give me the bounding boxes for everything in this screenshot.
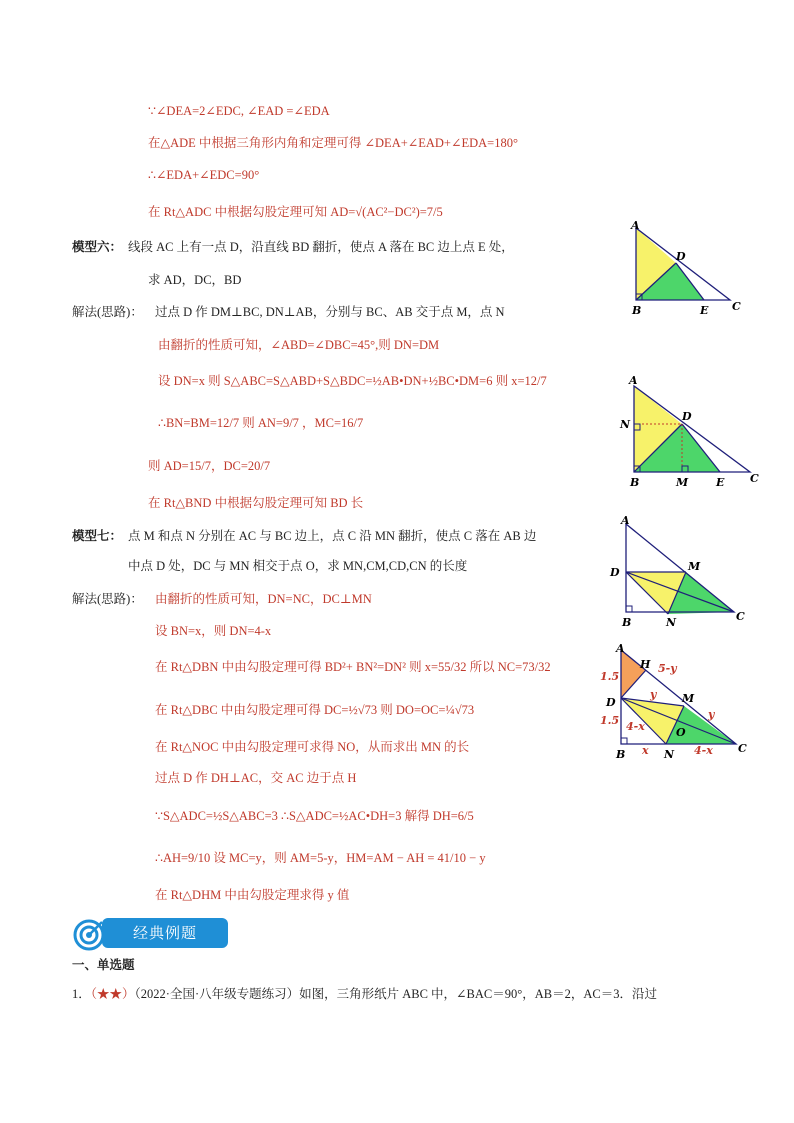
model7-step-3: 在 Rt△DBN 中由勾股定理可得 BD²+ BN²=DN² 则 x=55/32 所以 NC=73/32 xyxy=(155,660,551,674)
fig4-label-h: H xyxy=(640,658,651,671)
fig4-label-y-left: y xyxy=(650,688,657,701)
fig3-label-d: D xyxy=(610,566,620,579)
model7-step-4: 在 Rt△DBC 中由勾股定理可得 DC=½√73 则 DO=OC=¼√73 xyxy=(155,703,475,717)
fig4-label-4-x-left: 4-x xyxy=(626,720,645,733)
model6-problem-a: 线段 AC 上有一点 D，沿直线 BD 翻折，使点 A 落在 BC 边上点 E 处， xyxy=(128,240,514,254)
model7-title: 模型七： xyxy=(72,529,123,543)
fig4-label-4-x-right: 4-x xyxy=(694,744,713,757)
fig4-label-1-5-top: 1.5 xyxy=(600,670,620,683)
fig2-label-c: C xyxy=(750,472,759,485)
fig4-label-o: O xyxy=(676,726,686,739)
fig3-label-c: C xyxy=(736,610,745,623)
fig4-label-y-right: y xyxy=(708,708,715,721)
figure-model6-fold xyxy=(620,218,750,320)
figure-model6-perpendiculars xyxy=(612,372,762,490)
model7-step-6: 过点 D 作 DH⊥AC，交 AC 边于点 H xyxy=(155,771,357,785)
model6-step-2: 由翻折的性质可知，∠ABD=∠DBC=45°,则 DN=DM xyxy=(158,338,440,352)
fig2-label-a: A xyxy=(629,374,638,387)
fig2-label-e: E xyxy=(716,476,725,489)
fig4-label-a: A xyxy=(616,642,625,655)
model6-step-3: 设 DN=x 则 S△ABC=S△ABD+S△BDC=½AB•DN+½BC•DM=6 则 x=12/7 xyxy=(158,374,547,388)
fig3-label-a: A xyxy=(621,514,630,527)
model6-solution-title: 解法(思路)： xyxy=(72,305,143,319)
model7-step-1: 由翻折的性质可知，DN=NC，DC⊥MN xyxy=(155,592,372,606)
model6-step-4: ∴BN=BM=12/7 则 AN=9/7 ，MC=16/7 xyxy=(158,416,364,430)
fig3-label-n: N xyxy=(666,616,677,629)
question-number: 1． xyxy=(72,987,91,1001)
text-line-1: ∵∠DEA=2∠EDC, ∠EAD =∠EDA xyxy=(148,104,330,118)
model7-problem-b: 中点 D 处，DC 与 MN 相交于点 O，求 MN,CM,CD,CN 的长度 xyxy=(128,559,468,573)
model6-problem-b: 求 AD，DC，BD xyxy=(148,273,242,287)
fig3-label-m: M xyxy=(688,560,701,573)
fig1-label-d: D xyxy=(676,250,686,263)
fig4-label-d: D xyxy=(606,696,616,709)
fig4-label-5-y: 5-y xyxy=(658,662,677,675)
fig4-label-n: N xyxy=(664,748,675,761)
text-line-2: 在△ADE 中根据三角形内角和定理可得 ∠DEA+∠EAD+∠EDA=180° xyxy=(148,136,518,150)
model7-solution-title: 解法(思路)： xyxy=(72,592,143,606)
question-1 xyxy=(72,984,657,1004)
model6-title: 模型六： xyxy=(72,240,123,254)
fig4-label-m: M xyxy=(682,692,695,705)
model6-step-6: 在 Rt△BND 中根据勾股定理可知 BD 长 xyxy=(148,496,364,510)
fig3-label-b: B xyxy=(622,616,632,629)
question-text: 如图，三角形纸片 ABC 中，∠BAC＝90°，AB＝2，AC＝3．沿过 xyxy=(299,987,657,1001)
model7-step-5: 在 Rt△NOC 中由勾股定理可求得 NO，从而求出 MN 的长 xyxy=(155,740,470,754)
question-difficulty: （★★） xyxy=(90,987,135,1001)
model7-step-7: ∵S△ADC=½S△ABC=3 ∴S△ADC=½AC•DH=3 解得 DH=6/5 xyxy=(155,809,474,823)
fig2-label-b: B xyxy=(630,476,640,489)
fig1-label-e: E xyxy=(700,304,709,317)
text-line-4: 在 Rt△ADC 中根据勾股定理可知 AD=√(AC²−DC²)=7/5 xyxy=(148,205,443,219)
model6-step-5: 则 AD=15/7，DC=20/7 xyxy=(148,459,271,473)
fig1-label-b: B xyxy=(632,304,642,317)
fig1-label-c: C xyxy=(732,300,741,313)
section-heading: 一、单选题 xyxy=(72,958,135,972)
figure-model7-annotated xyxy=(596,640,756,766)
fig4-label-x: x xyxy=(642,744,649,757)
model7-step-9: 在 Rt△DHM 中由勾股定理求得 y 值 xyxy=(155,888,350,902)
figure-model7-fold xyxy=(604,512,754,630)
model7-problem-a: 点 M 和点 N 分别在 AC 与 BC 边上，点 C 沿 MN 翻折，使点 C 落在 AB 边 xyxy=(128,529,537,543)
model7-step-2: 设 BN=x，则 DN=4-x xyxy=(155,624,272,638)
fig2-label-n: N xyxy=(620,418,631,431)
fig1-label-a: A xyxy=(631,219,640,232)
fig4-label-b: B xyxy=(616,748,626,761)
model6-step-1: 过点 D 作 DM⊥BC, DN⊥AB，分别与 BC、AB 交于点 M，点 N xyxy=(155,305,505,319)
fig2-label-d: D xyxy=(682,410,692,423)
text-line-3: ∴∠EDA+∠EDC=90° xyxy=(148,168,260,182)
fig4-label-c: C xyxy=(738,742,747,755)
fig2-label-m: M xyxy=(676,476,689,489)
question-source: （2022·全国·八年级专题练习） xyxy=(134,987,300,1001)
target-icon xyxy=(72,918,106,952)
fig4-label-1-5-bottom: 1.5 xyxy=(600,714,620,727)
section-banner-label: 经典例题 xyxy=(102,918,228,948)
model7-step-8: ∴AH=9/10 设 MC=y，则 AM=5-y，HM=AM − AH = 41/10 − y xyxy=(155,851,486,865)
